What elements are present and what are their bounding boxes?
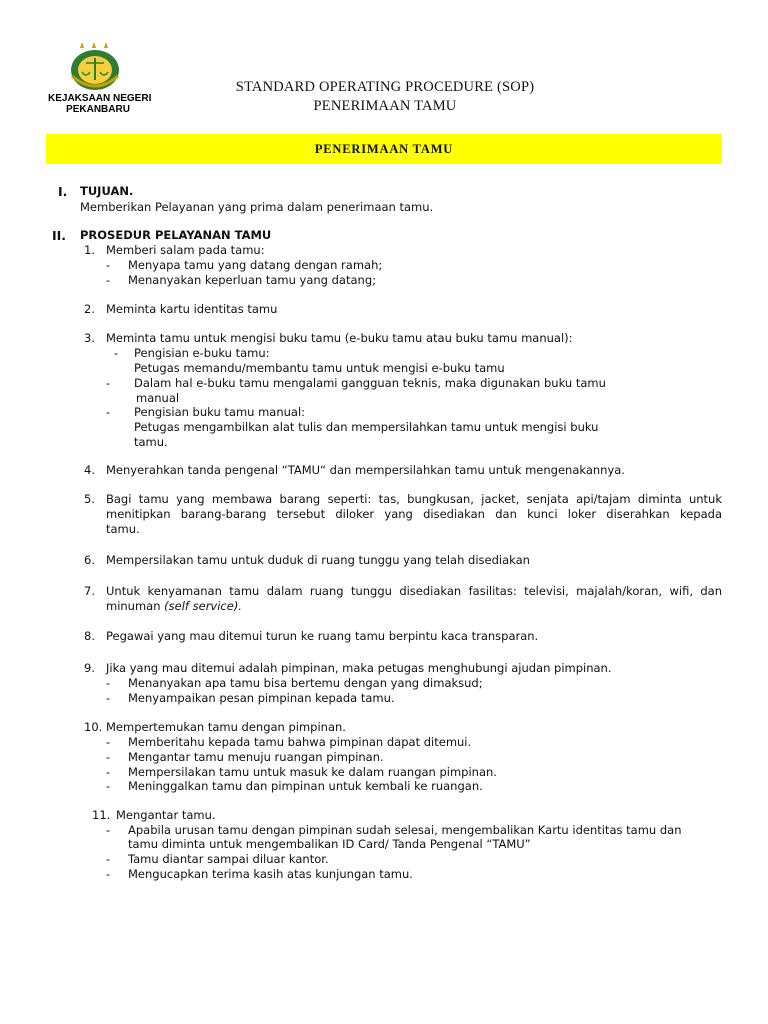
bullet-dash: -: [106, 273, 111, 287]
step-3-bullet-b: Dalam hal e-buku tamu mengalami gangguan teknis, maka digunakan buku tamu: [134, 376, 606, 390]
step-2-text: Meminta kartu identitas tamu: [106, 302, 278, 316]
step-7-line-2-italic: (self service).: [164, 599, 242, 613]
step-9-text: Jika yang mau ditemui adalah pimpinan, maka petugas menghubungi ajudan pimpinan.: [106, 661, 612, 675]
step-8-text: Pegawai yang mau ditemui turun ke ruang tamu berpintu kaca transparan.: [106, 629, 539, 643]
step-1-text: Memberi salam pada tamu:: [106, 243, 265, 257]
bullet-dash: -: [106, 735, 111, 749]
step-10-text: Mempertemukan tamu dengan pimpinan.: [106, 720, 346, 734]
step-7-line-2-text: minuman: [106, 599, 161, 613]
step-10-number: 10.: [84, 720, 103, 734]
bullet-dash: -: [114, 346, 119, 360]
org-line-2: PEKANBARU: [66, 104, 130, 115]
step-11-bullet-a: Apabila urusan tamu dengan pimpinan sudah selesai, mengembalikan Kartu identitas tamu dan: [128, 823, 682, 837]
step-3-bullet-c-cont: tamu.: [134, 435, 168, 449]
step-3-number: 3.: [84, 331, 95, 345]
bullet-dash: -: [106, 376, 111, 390]
step-11-bullet-a-cont: tamu diminta untuk mengembalikan ID Card/ Tanda Pengenal “TAMU”: [128, 837, 531, 851]
section-2-number: II.: [52, 228, 67, 243]
bullet-dash: -: [106, 258, 111, 272]
step-3-bullet-a: Pengisian e-buku tamu:: [134, 346, 270, 360]
step-9-bullet-a: Menanyakan apa tamu bisa bertemu dengan yang dimaksud;: [128, 676, 483, 690]
step-1-bullet-b: Menanyakan keperluan tamu yang datang;: [128, 273, 376, 287]
step-5-line-2: menitipkan barang-barang tersebut diloker yang disediakan dan kunci loker diserahkan kepada: [106, 507, 722, 521]
step-10-bullet-a: Memberitahu kepada tamu bahwa pimpinan dapat ditemui.: [128, 735, 472, 749]
step-11-bullet-b: Tamu diantar sampai diluar kantor.: [128, 852, 329, 866]
step-3-text: Meminta tamu untuk mengisi buku tamu (e-buku tamu atau buku tamu manual):: [106, 331, 573, 345]
section-1-text: Memberikan Pelayanan yang prima dalam penerimaan tamu.: [80, 200, 434, 214]
step-4-number: 4.: [84, 463, 95, 477]
document-title: [140, 78, 630, 116]
bullet-dash: -: [106, 779, 111, 793]
step-10-bullet-c: Mempersilakan tamu untuk masuk ke dalam ruangan pimpinan.: [128, 765, 497, 779]
step-8-number: 8.: [84, 629, 95, 643]
bullet-dash: -: [106, 867, 111, 881]
step-4-text: Menyerahkan tanda pengenal “TAMU“ dan mempersilahkan tamu untuk mengenakannya.: [106, 463, 625, 477]
step-11-number: 11.: [92, 808, 111, 822]
step-1-bullet-a: Menyapa tamu yang datang dengan ramah;: [128, 258, 383, 272]
organization-name: [48, 93, 152, 115]
section-1-title: TUJUAN.: [80, 184, 134, 198]
bullet-dash: -: [106, 405, 111, 419]
bullet-dash: -: [106, 691, 111, 705]
step-3-bullet-c-detail: Petugas mengambilkan alat tulis dan mempersilahkan tamu untuk mengisi buku: [134, 420, 599, 434]
bullet-dash: -: [106, 750, 111, 764]
step-3-bullet-a-detail: Petugas memandu/membantu tamu untuk mengisi e-buku tamu: [134, 361, 505, 375]
step-9-number: 9.: [84, 661, 95, 675]
bullet-dash: -: [106, 676, 111, 690]
step-5-line-1: Bagi tamu yang membawa barang seperti: tas, bungkusan, jacket, senjata api/tajam diminta untuk: [106, 492, 722, 506]
bullet-dash: -: [106, 823, 111, 837]
step-6-text: Mempersilakan tamu untuk duduk di ruang tunggu yang telah disediakan: [106, 553, 530, 567]
step-5-line-3: tamu.: [106, 522, 140, 536]
step-7-line-2: [106, 599, 242, 614]
step-5-number: 5.: [84, 492, 95, 506]
section-2-title: PROSEDUR PELAYANAN TAMU: [80, 228, 272, 242]
step-11-bullet-c: Mengucapkan terima kasih atas kunjungan tamu.: [128, 867, 413, 881]
step-3-bullet-b-cont: manual: [136, 391, 180, 405]
title-line-2: PENERIMAAN TAMU: [313, 98, 457, 114]
step-1-number: 1.: [84, 243, 95, 257]
step-7-number: 7.: [84, 584, 95, 598]
step-7-line-1: Untuk kenyamanan tamu dalam ruang tunggu disediakan fasilitas: televisi, majalah/koran, wifi, dan: [106, 584, 722, 598]
title-line-1: STANDARD OPERATING PROCEDURE (SOP): [235, 79, 535, 95]
step-10-bullet-d: Meninggalkan tamu dan pimpinan untuk kembali ke ruangan.: [128, 779, 483, 793]
org-line-1: KEJAKSAAN NEGERI: [48, 93, 152, 104]
bullet-dash: -: [106, 765, 111, 779]
step-11-text: Mengantar tamu.: [116, 808, 216, 822]
step-10-bullet-b: Mengantar tamu menuju ruangan pimpinan.: [128, 750, 384, 764]
step-6-number: 6.: [84, 553, 95, 567]
step-2-number: 2.: [84, 302, 95, 316]
step-3-bullet-c: Pengisian buku tamu manual:: [134, 405, 306, 419]
step-9-bullet-b: Menyampaikan pesan pimpinan kepada tamu.: [128, 691, 395, 705]
section-1-number: I.: [58, 184, 68, 199]
bullet-dash: -: [106, 852, 111, 866]
section-banner: PENERIMAAN TAMU: [46, 134, 722, 164]
